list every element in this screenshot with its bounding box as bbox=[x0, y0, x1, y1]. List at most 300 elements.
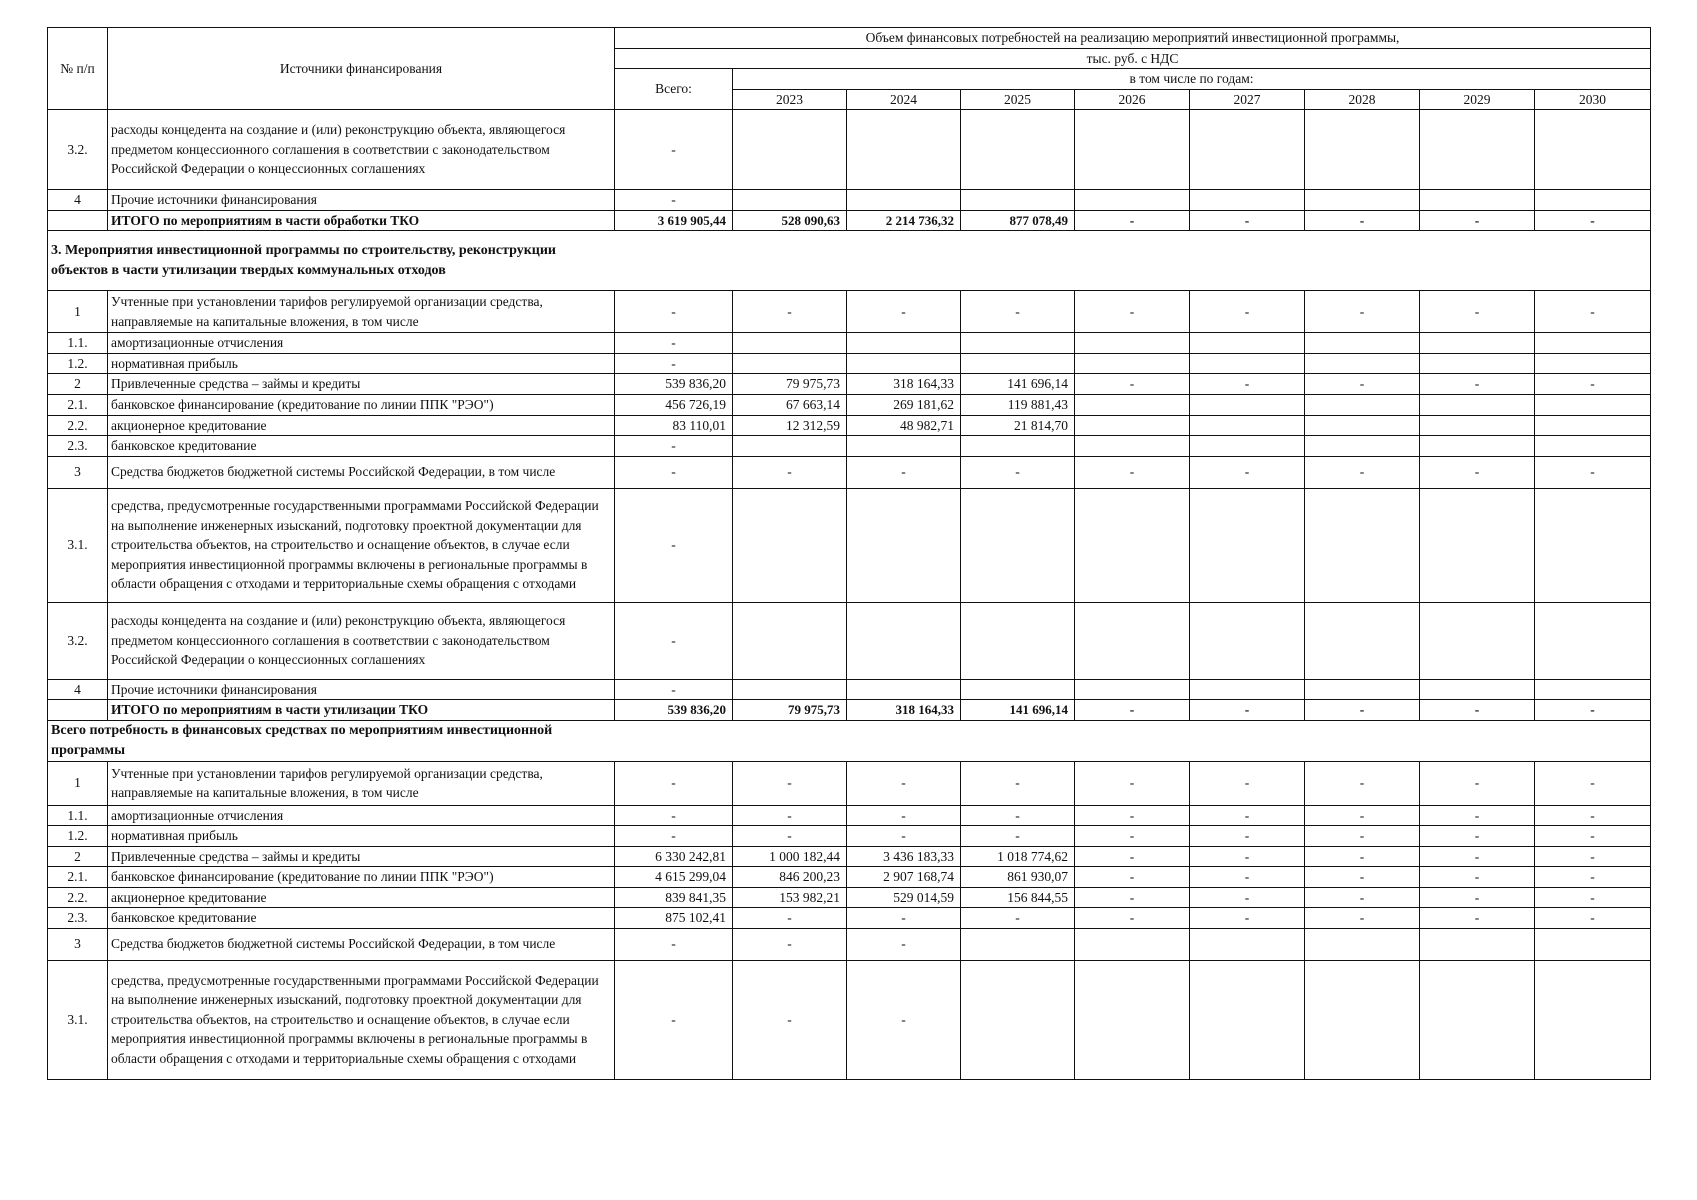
header-source: Источники финансирования bbox=[108, 28, 615, 110]
total-cell: 839 841,35 bbox=[615, 887, 733, 908]
year-value-cell bbox=[1535, 679, 1651, 700]
row-number: 2.3. bbox=[48, 908, 108, 929]
year-value-cell: - bbox=[1535, 867, 1651, 888]
table-header bbox=[48, 28, 1651, 110]
table-row bbox=[48, 436, 1651, 457]
year-value-cell bbox=[1305, 190, 1420, 211]
year-value-cell: - bbox=[1305, 908, 1420, 929]
table-body bbox=[48, 110, 1651, 1080]
year-value-cell: - bbox=[1305, 210, 1420, 231]
funding-source: средства, предусмотренные государственными программами Российской Федерации на выполнение инженерных изысканий, подготовку проектной документации для строительства объектов, на строительство и оснащение объектов, в случае если мероприятия инвестиционной программы включены в региональные программы в области обращения с отходами и территориальные схемы обращения с отходами bbox=[108, 960, 615, 1079]
year-value-cell bbox=[1420, 333, 1535, 354]
year-value-cell bbox=[733, 679, 847, 700]
year-value-cell: - bbox=[847, 291, 961, 333]
total-cell: - bbox=[615, 333, 733, 354]
table-row bbox=[48, 374, 1651, 395]
year-value-cell: - bbox=[1535, 846, 1651, 867]
table-row bbox=[48, 456, 1651, 488]
row-number: 4 bbox=[48, 190, 108, 211]
year-value-cell: - bbox=[1075, 456, 1190, 488]
year-value-cell: - bbox=[1420, 846, 1535, 867]
funding-source: Средства бюджетов бюджетной системы Российской Федерации, в том числе bbox=[108, 456, 615, 488]
year-value-cell: - bbox=[1305, 700, 1420, 721]
row-number: 1.2. bbox=[48, 353, 108, 374]
year-value-cell: - bbox=[1075, 887, 1190, 908]
year-value-cell: - bbox=[1305, 456, 1420, 488]
funding-source: амортизационные отчисления bbox=[108, 805, 615, 826]
year-value-cell bbox=[1305, 960, 1420, 1079]
section-title: Всего потребность в финансовых средствах по мероприятиям инвестиционной программы bbox=[48, 720, 1651, 761]
year-value-cell: - bbox=[1535, 700, 1651, 721]
total-cell: - bbox=[615, 456, 733, 488]
year-value-cell: - bbox=[1075, 210, 1190, 231]
total-cell: - bbox=[615, 805, 733, 826]
year-value-cell bbox=[1075, 110, 1190, 190]
header-year: 2027 bbox=[1190, 89, 1305, 110]
year-value-cell bbox=[1305, 110, 1420, 190]
row-number: 2.1. bbox=[48, 867, 108, 888]
funding-source: ИТОГО по мероприятиям в части утилизации ТКО bbox=[108, 700, 615, 721]
year-value-cell: 156 844,55 bbox=[961, 887, 1075, 908]
row-number: 2 bbox=[48, 846, 108, 867]
total-cell: 539 836,20 bbox=[615, 700, 733, 721]
year-value-cell: - bbox=[961, 908, 1075, 929]
year-value-cell bbox=[961, 333, 1075, 354]
year-value-cell: 877 078,49 bbox=[961, 210, 1075, 231]
table-row bbox=[48, 928, 1651, 960]
year-value-cell bbox=[961, 436, 1075, 457]
year-value-cell bbox=[1075, 394, 1190, 415]
year-value-cell: 12 312,59 bbox=[733, 415, 847, 436]
year-value-cell bbox=[847, 110, 961, 190]
row-number: 1 bbox=[48, 291, 108, 333]
year-value-cell bbox=[961, 488, 1075, 602]
table-row bbox=[48, 826, 1651, 847]
year-value-cell: 67 663,14 bbox=[733, 394, 847, 415]
total-cell: 6 330 242,81 bbox=[615, 846, 733, 867]
year-value-cell bbox=[1420, 488, 1535, 602]
year-value-cell bbox=[1535, 602, 1651, 679]
year-value-cell: - bbox=[1305, 887, 1420, 908]
funding-source: средства, предусмотренные государственными программами Российской Федерации на выполнение инженерных изысканий, подготовку проектной документации для строительства объектов, на строительство и оснащение объектов, в случае если мероприятия инвестиционной программы включены в региональные программы в области обращения с отходами и территориальные схемы обращения с отходами bbox=[108, 488, 615, 602]
year-value-cell: 21 814,70 bbox=[961, 415, 1075, 436]
year-value-cell: - bbox=[847, 456, 961, 488]
year-value-cell bbox=[1305, 602, 1420, 679]
row-number: 4 bbox=[48, 679, 108, 700]
year-value-cell: - bbox=[1075, 826, 1190, 847]
year-value-cell: - bbox=[847, 928, 961, 960]
year-value-cell: - bbox=[733, 761, 847, 805]
year-value-cell bbox=[1420, 190, 1535, 211]
year-value-cell bbox=[1305, 928, 1420, 960]
year-value-cell: - bbox=[1075, 700, 1190, 721]
table-row bbox=[48, 867, 1651, 888]
total-row bbox=[48, 210, 1651, 231]
section-header-row bbox=[48, 720, 1651, 761]
row-number: 3 bbox=[48, 928, 108, 960]
header-volume-line1: Объем финансовых потребностей на реализацию мероприятий инвестиционной программы, bbox=[615, 28, 1651, 49]
year-value-cell: - bbox=[1075, 908, 1190, 929]
header-year: 2023 bbox=[733, 89, 847, 110]
header-total: Всего: bbox=[615, 69, 733, 110]
year-value-cell: - bbox=[961, 761, 1075, 805]
year-value-cell: 318 164,33 bbox=[847, 374, 961, 395]
year-value-cell bbox=[1190, 415, 1305, 436]
row-number: 2 bbox=[48, 374, 108, 395]
header-year: 2026 bbox=[1075, 89, 1190, 110]
year-value-cell: - bbox=[1535, 805, 1651, 826]
year-value-cell: 529 014,59 bbox=[847, 887, 961, 908]
funding-source: расходы концедента на создание и (или) реконструкцию объекта, являющегося предметом концессионного соглашения в соответствии с законодательством Российской Федерации о концессионных соглашениях bbox=[108, 110, 615, 190]
row-number: 1.1. bbox=[48, 333, 108, 354]
year-value-cell: - bbox=[733, 456, 847, 488]
row-number: 2.3. bbox=[48, 436, 108, 457]
year-value-cell bbox=[961, 960, 1075, 1079]
year-value-cell: 2 907 168,74 bbox=[847, 867, 961, 888]
year-value-cell: - bbox=[1420, 805, 1535, 826]
total-cell: 83 110,01 bbox=[615, 415, 733, 436]
year-value-cell: 119 881,43 bbox=[961, 394, 1075, 415]
year-value-cell: - bbox=[961, 291, 1075, 333]
year-value-cell bbox=[733, 190, 847, 211]
year-value-cell: - bbox=[733, 908, 847, 929]
total-cell: - bbox=[615, 436, 733, 457]
funding-source: Учтенные при установлении тарифов регулируемой организации средства, направляемые на капитальные вложения, в том числе bbox=[108, 291, 615, 333]
year-value-cell: - bbox=[1535, 210, 1651, 231]
total-cell: - bbox=[615, 291, 733, 333]
year-value-cell: - bbox=[1305, 867, 1420, 888]
table-row bbox=[48, 908, 1651, 929]
total-cell: 3 619 905,44 bbox=[615, 210, 733, 231]
year-value-cell bbox=[961, 602, 1075, 679]
year-value-cell bbox=[847, 679, 961, 700]
row-number: 3.1. bbox=[48, 960, 108, 1079]
year-value-cell: - bbox=[1420, 210, 1535, 231]
funding-source: ИТОГО по мероприятиям в части обработки ТКО bbox=[108, 210, 615, 231]
year-value-cell bbox=[1535, 960, 1651, 1079]
header-volume-line2: тыс. руб. с НДС bbox=[615, 48, 1651, 69]
section-title: 3. Мероприятия инвестиционной программы по строительству, реконструкции объектов в части утилизации твердых коммунальных отходов bbox=[48, 231, 1651, 291]
funding-source: банковское финансирование (кредитование по линии ППК "РЭО") bbox=[108, 867, 615, 888]
year-value-cell bbox=[1075, 436, 1190, 457]
year-value-cell bbox=[733, 602, 847, 679]
table-row bbox=[48, 679, 1651, 700]
year-value-cell: - bbox=[1420, 700, 1535, 721]
year-value-cell bbox=[961, 353, 1075, 374]
row-number bbox=[48, 210, 108, 231]
year-value-cell bbox=[1305, 353, 1420, 374]
year-value-cell bbox=[1420, 353, 1535, 374]
table-row bbox=[48, 353, 1651, 374]
year-value-cell bbox=[1420, 928, 1535, 960]
year-value-cell: - bbox=[1420, 374, 1535, 395]
year-value-cell bbox=[1305, 415, 1420, 436]
year-value-cell: 79 975,73 bbox=[733, 374, 847, 395]
year-value-cell: - bbox=[1075, 761, 1190, 805]
year-value-cell: - bbox=[1305, 291, 1420, 333]
table-row bbox=[48, 960, 1651, 1079]
year-value-cell: 528 090,63 bbox=[733, 210, 847, 231]
total-cell: 4 615 299,04 bbox=[615, 867, 733, 888]
year-value-cell bbox=[847, 602, 961, 679]
year-value-cell bbox=[1075, 602, 1190, 679]
year-value-cell: 846 200,23 bbox=[733, 867, 847, 888]
total-cell: - bbox=[615, 488, 733, 602]
year-value-cell bbox=[1535, 928, 1651, 960]
total-cell: - bbox=[615, 353, 733, 374]
year-value-cell: - bbox=[1190, 908, 1305, 929]
row-number: 1.2. bbox=[48, 826, 108, 847]
year-value-cell: - bbox=[733, 928, 847, 960]
year-value-cell bbox=[1535, 333, 1651, 354]
funding-source: Прочие источники финансирования bbox=[108, 679, 615, 700]
year-value-cell bbox=[733, 436, 847, 457]
year-value-cell: - bbox=[1420, 887, 1535, 908]
year-value-cell: - bbox=[961, 826, 1075, 847]
year-value-cell: - bbox=[1190, 887, 1305, 908]
year-value-cell bbox=[961, 928, 1075, 960]
year-value-cell bbox=[1535, 415, 1651, 436]
total-cell: - bbox=[615, 190, 733, 211]
year-value-cell: - bbox=[1075, 374, 1190, 395]
year-value-cell: - bbox=[1420, 291, 1535, 333]
funding-source: банковское финансирование (кредитование по линии ППК "РЭО") bbox=[108, 394, 615, 415]
total-cell: - bbox=[615, 110, 733, 190]
row-number: 1.1. bbox=[48, 805, 108, 826]
year-value-cell: - bbox=[1420, 826, 1535, 847]
year-value-cell: - bbox=[1190, 210, 1305, 231]
year-value-cell bbox=[847, 190, 961, 211]
year-value-cell bbox=[733, 333, 847, 354]
header-year: 2025 bbox=[961, 89, 1075, 110]
year-value-cell: - bbox=[1420, 761, 1535, 805]
year-value-cell: - bbox=[733, 291, 847, 333]
total-cell: - bbox=[615, 826, 733, 847]
year-value-cell: - bbox=[1535, 826, 1651, 847]
row-number: 3 bbox=[48, 456, 108, 488]
year-value-cell bbox=[1075, 679, 1190, 700]
year-value-cell: 269 181,62 bbox=[847, 394, 961, 415]
year-value-cell: - bbox=[1535, 761, 1651, 805]
year-value-cell bbox=[1535, 436, 1651, 457]
year-value-cell: - bbox=[1190, 456, 1305, 488]
year-value-cell: - bbox=[733, 805, 847, 826]
year-value-cell: - bbox=[1535, 374, 1651, 395]
table-row bbox=[48, 291, 1651, 333]
year-value-cell bbox=[1190, 110, 1305, 190]
year-value-cell bbox=[1075, 928, 1190, 960]
row-number: 1 bbox=[48, 761, 108, 805]
year-value-cell: - bbox=[1190, 700, 1305, 721]
table-row bbox=[48, 333, 1651, 354]
year-value-cell: - bbox=[1535, 456, 1651, 488]
funding-source: Привлеченные средства – займы и кредиты bbox=[108, 374, 615, 395]
funding-source: амортизационные отчисления bbox=[108, 333, 615, 354]
year-value-cell bbox=[1420, 110, 1535, 190]
funding-source: расходы концедента на создание и (или) реконструкцию объекта, являющегося предметом концессионного соглашения в соответствии с законодательством Российской Федерации о концессионных соглашениях bbox=[108, 602, 615, 679]
year-value-cell: 153 982,21 bbox=[733, 887, 847, 908]
year-value-cell bbox=[1305, 333, 1420, 354]
year-value-cell bbox=[847, 436, 961, 457]
year-value-cell bbox=[847, 333, 961, 354]
year-value-cell bbox=[1075, 190, 1190, 211]
financing-table-sheet bbox=[47, 27, 1650, 1080]
year-value-cell bbox=[1190, 679, 1305, 700]
year-value-cell bbox=[733, 488, 847, 602]
year-value-cell: - bbox=[1535, 908, 1651, 929]
year-value-cell: - bbox=[1305, 761, 1420, 805]
year-value-cell bbox=[1420, 960, 1535, 1079]
year-value-cell bbox=[1190, 436, 1305, 457]
year-value-cell: - bbox=[1190, 374, 1305, 395]
year-value-cell bbox=[1075, 353, 1190, 374]
year-value-cell: 3 436 183,33 bbox=[847, 846, 961, 867]
year-value-cell: - bbox=[1190, 805, 1305, 826]
year-value-cell bbox=[1535, 110, 1651, 190]
year-value-cell: - bbox=[847, 826, 961, 847]
year-value-cell bbox=[1075, 960, 1190, 1079]
year-value-cell: - bbox=[847, 960, 961, 1079]
year-value-cell bbox=[961, 110, 1075, 190]
table-row bbox=[48, 415, 1651, 436]
funding-source: Прочие источники финансирования bbox=[108, 190, 615, 211]
year-value-cell: - bbox=[733, 960, 847, 1079]
row-number: 3.1. bbox=[48, 488, 108, 602]
funding-source: банковское кредитование bbox=[108, 436, 615, 457]
table-row bbox=[48, 805, 1651, 826]
funding-source: акционерное кредитование bbox=[108, 415, 615, 436]
table-row bbox=[48, 761, 1651, 805]
funding-source: Учтенные при установлении тарифов регулируемой организации средства, направляемые на капитальные вложения, в том числе bbox=[108, 761, 615, 805]
total-cell: 456 726,19 bbox=[615, 394, 733, 415]
year-value-cell bbox=[1420, 436, 1535, 457]
year-value-cell bbox=[1305, 436, 1420, 457]
year-value-cell bbox=[1075, 415, 1190, 436]
year-value-cell: - bbox=[847, 761, 961, 805]
total-cell: 539 836,20 bbox=[615, 374, 733, 395]
total-cell: - bbox=[615, 928, 733, 960]
total-cell: 875 102,41 bbox=[615, 908, 733, 929]
year-value-cell: - bbox=[1190, 846, 1305, 867]
year-value-cell bbox=[1420, 679, 1535, 700]
year-value-cell bbox=[1420, 394, 1535, 415]
funding-source: Привлеченные средства – займы и кредиты bbox=[108, 846, 615, 867]
year-value-cell: - bbox=[1190, 291, 1305, 333]
row-number: 2.2. bbox=[48, 415, 108, 436]
year-value-cell: - bbox=[1305, 826, 1420, 847]
year-value-cell: - bbox=[961, 805, 1075, 826]
header-year: 2028 bbox=[1305, 89, 1420, 110]
table-row bbox=[48, 488, 1651, 602]
funding-source: Средства бюджетов бюджетной системы Российской Федерации, в том числе bbox=[108, 928, 615, 960]
header-by-years: в том числе по годам: bbox=[733, 69, 1651, 90]
year-value-cell: 1 018 774,62 bbox=[961, 846, 1075, 867]
year-value-cell: - bbox=[1535, 291, 1651, 333]
row-number: 3.2. bbox=[48, 602, 108, 679]
year-value-cell: 2 214 736,32 bbox=[847, 210, 961, 231]
year-value-cell bbox=[1420, 602, 1535, 679]
year-value-cell bbox=[961, 679, 1075, 700]
year-value-cell bbox=[1190, 488, 1305, 602]
year-value-cell: - bbox=[1420, 867, 1535, 888]
year-value-cell bbox=[1535, 488, 1651, 602]
year-value-cell bbox=[733, 110, 847, 190]
year-value-cell bbox=[1535, 190, 1651, 211]
year-value-cell bbox=[961, 190, 1075, 211]
table-row bbox=[48, 846, 1651, 867]
year-value-cell bbox=[1305, 679, 1420, 700]
funding-source: банковское кредитование bbox=[108, 908, 615, 929]
total-cell: - bbox=[615, 761, 733, 805]
year-value-cell bbox=[847, 488, 961, 602]
header-year: 2030 bbox=[1535, 89, 1651, 110]
year-value-cell bbox=[1075, 488, 1190, 602]
year-value-cell bbox=[1420, 415, 1535, 436]
total-cell: - bbox=[615, 602, 733, 679]
year-value-cell: - bbox=[733, 826, 847, 847]
year-value-cell: 861 930,07 bbox=[961, 867, 1075, 888]
year-value-cell: - bbox=[1305, 846, 1420, 867]
table-row bbox=[48, 190, 1651, 211]
year-value-cell bbox=[1305, 394, 1420, 415]
row-number: 2.1. bbox=[48, 394, 108, 415]
year-value-cell: - bbox=[1420, 456, 1535, 488]
year-value-cell bbox=[1535, 353, 1651, 374]
table-row bbox=[48, 887, 1651, 908]
header-num: № п/п bbox=[48, 28, 108, 110]
year-value-cell: 79 975,73 bbox=[733, 700, 847, 721]
year-value-cell: - bbox=[847, 908, 961, 929]
year-value-cell bbox=[1190, 960, 1305, 1079]
year-value-cell bbox=[1190, 394, 1305, 415]
year-value-cell: - bbox=[847, 805, 961, 826]
year-value-cell bbox=[1190, 190, 1305, 211]
header-year: 2024 bbox=[847, 89, 961, 110]
year-value-cell bbox=[1190, 353, 1305, 374]
funding-source: акционерное кредитование bbox=[108, 887, 615, 908]
year-value-cell bbox=[1190, 602, 1305, 679]
year-value-cell bbox=[733, 353, 847, 374]
year-value-cell bbox=[1190, 333, 1305, 354]
year-value-cell bbox=[847, 353, 961, 374]
financing-table bbox=[47, 27, 1651, 1080]
year-value-cell: - bbox=[1190, 826, 1305, 847]
year-value-cell: - bbox=[961, 456, 1075, 488]
year-value-cell: - bbox=[1075, 805, 1190, 826]
year-value-cell: 141 696,14 bbox=[961, 700, 1075, 721]
year-value-cell: 48 982,71 bbox=[847, 415, 961, 436]
year-value-cell bbox=[1305, 488, 1420, 602]
row-number: 3.2. bbox=[48, 110, 108, 190]
year-value-cell: - bbox=[1420, 908, 1535, 929]
year-value-cell: - bbox=[1305, 805, 1420, 826]
row-number: 2.2. bbox=[48, 887, 108, 908]
funding-source: нормативная прибыль bbox=[108, 353, 615, 374]
table-row bbox=[48, 110, 1651, 190]
year-value-cell: - bbox=[1075, 846, 1190, 867]
year-value-cell: - bbox=[1190, 867, 1305, 888]
year-value-cell: 318 164,33 bbox=[847, 700, 961, 721]
year-value-cell: - bbox=[1075, 291, 1190, 333]
table-row bbox=[48, 394, 1651, 415]
year-value-cell: - bbox=[1190, 761, 1305, 805]
year-value-cell: - bbox=[1075, 867, 1190, 888]
year-value-cell bbox=[1075, 333, 1190, 354]
header-year: 2029 bbox=[1420, 89, 1535, 110]
total-cell: - bbox=[615, 679, 733, 700]
section-header-row bbox=[48, 231, 1651, 291]
year-value-cell: 1 000 182,44 bbox=[733, 846, 847, 867]
